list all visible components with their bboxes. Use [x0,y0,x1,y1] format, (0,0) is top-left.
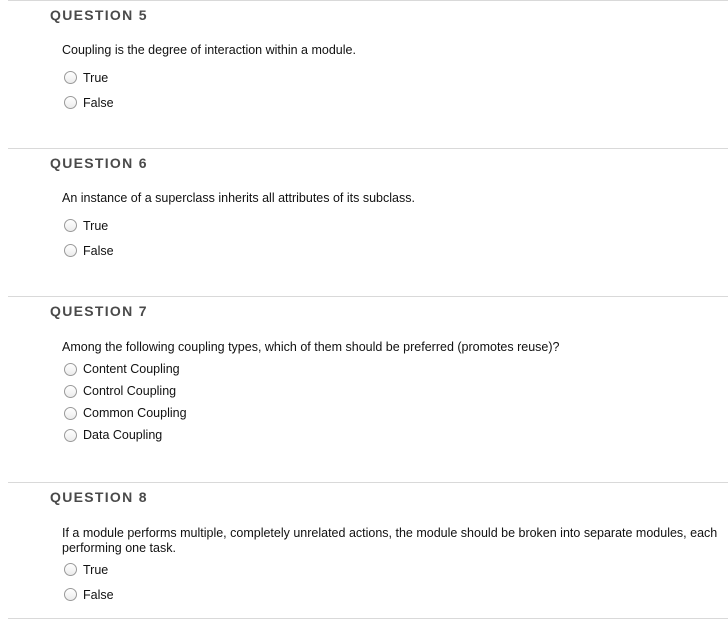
question-text: An instance of a superclass inherits all attributes of its subclass. [62,191,415,205]
question-heading: QUESTION 5 [50,7,148,23]
bottom-divider [8,618,728,619]
question-7 [8,296,728,483]
option-label: Common Coupling [83,406,187,420]
option-label: Data Coupling [83,428,163,442]
answer-options [64,358,187,446]
radio-button-icon[interactable] [64,429,77,442]
question-text: If a module performs multiple, completely unrelated actions, the module should be broken into separate modules, each performing one task. [62,526,718,555]
option-true[interactable] [64,557,114,582]
answer-options [64,65,114,115]
answer-options [64,557,114,607]
answer-options [64,213,114,263]
radio-button-icon[interactable] [64,363,77,376]
question-8 [8,482,728,619]
question-5 [8,0,728,149]
option-true[interactable] [64,213,114,238]
option-data-coupling[interactable] [64,424,187,446]
question-text: Coupling is the degree of interaction within a module. [62,43,356,57]
question-6 [8,148,728,297]
option-label: Control Coupling [83,384,177,398]
radio-button-icon[interactable] [64,588,77,601]
option-false[interactable] [64,90,114,115]
option-label: True [83,70,109,85]
option-true[interactable] [64,65,114,90]
question-text: Among the following coupling types, which of them should be preferred (promotes reuse)? [62,340,560,354]
question-heading: QUESTION 8 [50,489,148,505]
option-label: Content Coupling [83,362,180,376]
option-label: True [83,218,109,233]
option-common-coupling[interactable] [64,402,187,424]
option-label: False [83,95,114,110]
radio-button-icon[interactable] [64,563,77,576]
option-label: False [83,243,114,258]
option-content-coupling[interactable] [64,358,187,380]
option-false[interactable] [64,238,114,263]
option-control-coupling[interactable] [64,380,187,402]
radio-button-icon[interactable] [64,219,77,232]
option-label: True [83,562,109,577]
question-heading: QUESTION 6 [50,155,148,171]
radio-button-icon[interactable] [64,96,77,109]
option-label: False [83,587,114,602]
radio-button-icon[interactable] [64,407,77,420]
radio-button-icon[interactable] [64,244,77,257]
question-heading: QUESTION 7 [50,303,148,319]
radio-button-icon[interactable] [64,71,77,84]
option-false[interactable] [64,582,114,607]
radio-button-icon[interactable] [64,385,77,398]
